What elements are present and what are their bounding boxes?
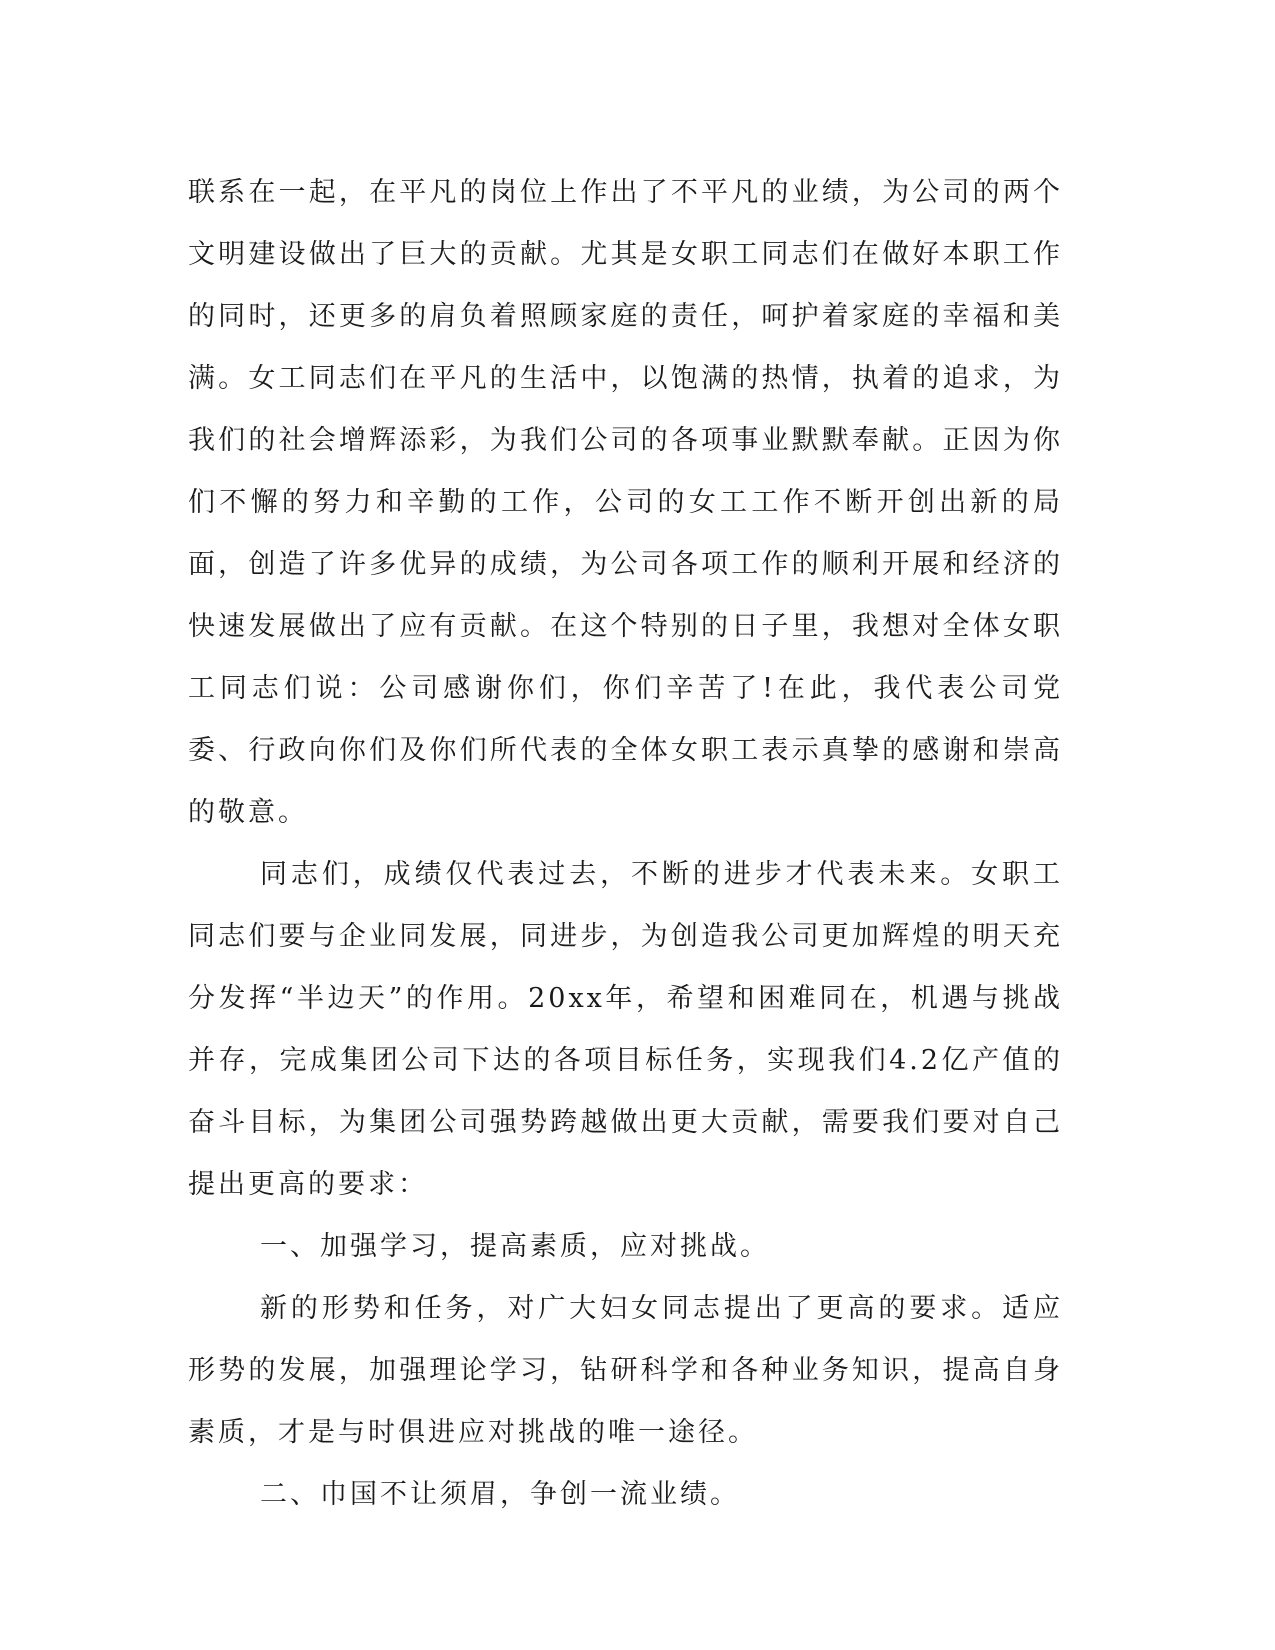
body-paragraph-2: 同志们，成绩仅代表过去，不断的进步才代表未来。女职工同志们要与企业同发展，同进步，为创造我公司更加辉煌的明天充分发挥“半边天”的作用。20xx年，希望和困难同在，机遇与挑战并存，完成集团公司下达的各项目标任务，实现我们4.2亿产值的奋斗目标，为集团公司强势跨越做出更大贡献，需要我们要对自己提出更高的要求： <box>188 859 1063 1200</box>
body-paragraph-1: 联系在一起，在平凡的岗位上作出了不平凡的业绩，为公司的两个文明建设做出了巨大的贡献。尤其是女职工同志们在做好本职工作的同时，还更多的肩负着照顾家庭的责任，呵护着家庭的幸福和美满。女工同志们在平凡的生活中，以饱满的热情，执着的追求，为我们的社会增辉添彩，为我们公司的各项事业默默奉献。正因为你们不懈的努力和辛勤的工作，公司的女工工作不断开创出新的局面，创造了许多优异的成绩，为公司各项工作的顺利开展和经济的快速发展做出了应有贡献。在这个特别的日子里，我想对全体女职工同志们说：公司感谢你们，你们辛苦了!在此，我代表公司党委、行政向你们及你们所代表的全体女职工表示真挚的感谢和崇高的敬意。 <box>188 177 1063 828</box>
section-heading-2: 二、巾国不让须眉，争创一流业绩。 <box>260 1479 740 1510</box>
document-body <box>188 162 1063 1526</box>
body-paragraph-3: 新的形势和任务，对广大妇女同志提出了更高的要求。适应形势的发展，加强理论学习，钻研科学和各种业务知识，提高自身素质，才是与时俱进应对挑战的唯一途径。 <box>188 1293 1063 1448</box>
section-heading-1: 一、加强学习，提高素质，应对挑战。 <box>260 1231 770 1262</box>
